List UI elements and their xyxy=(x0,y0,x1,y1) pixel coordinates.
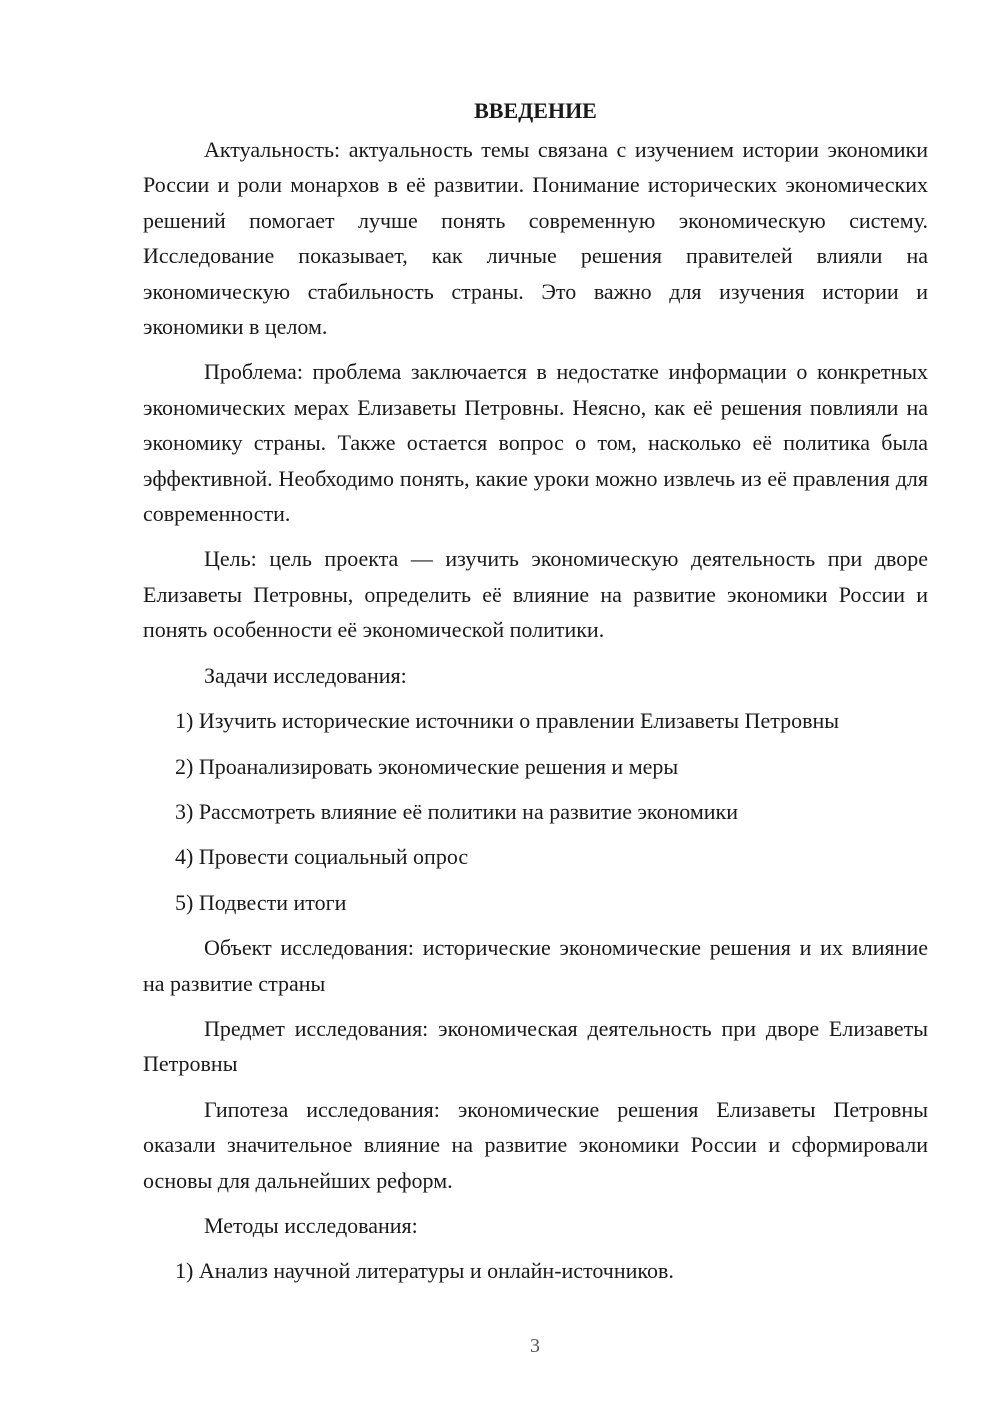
document-page xyxy=(143,96,928,1299)
hypothesis-paragraph: Гипотеза исследования: экономические решения Елизаветы Петровны оказали значительное влияние на развитие экономики России и сформировали основы для дальнейших реформ. xyxy=(143,1096,928,1193)
task-item: 4) Провести социальный опрос xyxy=(175,844,469,870)
tasks-heading: Задачи исследования: xyxy=(204,662,407,688)
object-paragraph: Объект исследования: исторические экономические решения и их влияние на развитие страны xyxy=(143,935,928,996)
section-title: ВВЕДЕНИЕ xyxy=(474,98,597,123)
page-number: 3 xyxy=(530,1335,540,1357)
problem-paragraph: Проблема: проблема заключается в недостатке информации о конкретных экономических мерах Елизаветы Петровны. Неясно, как её решения повлияли на экономику страны. Также остается вопрос о том, насколько её политика была эффективной. Необходимо понять, какие уроки можно извлечь из её правления для современности. xyxy=(143,359,928,527)
goal-paragraph: Цель: цель проекта — изучить экономическую деятельность при дворе Елизаветы Петровны, определить её влияние на развитие экономики России и понять особенности её экономической политики. xyxy=(143,546,928,643)
task-item: 3) Рассмотреть влияние её политики на развитие экономики xyxy=(175,798,739,824)
task-item: 2) Проанализировать экономические решения и меры xyxy=(175,753,679,779)
relevance-paragraph: Актуальность: актуальность темы связана с изучением истории экономики России и роли монархов в её развитии. Понимание исторических экономических решений помогает лучше понять современную экономическую систему. Исследование показывает, как личные решения правителей влияли на экономическую стабильность страны. Это важно для изучения истории и экономики в целом. xyxy=(143,137,928,340)
task-item: 5) Подвести итоги xyxy=(175,889,347,915)
subject-paragraph: Предмет исследования: экономическая деятельность при дворе Елизаветы Петровны xyxy=(143,1015,928,1077)
methods-heading: Методы исследования: xyxy=(204,1212,418,1238)
method-item: 1) Анализ научной литературы и онлайн-источников. xyxy=(175,1258,674,1284)
task-item: 1) Изучить исторические источники о правлении Елизаветы Петровны xyxy=(175,708,840,734)
